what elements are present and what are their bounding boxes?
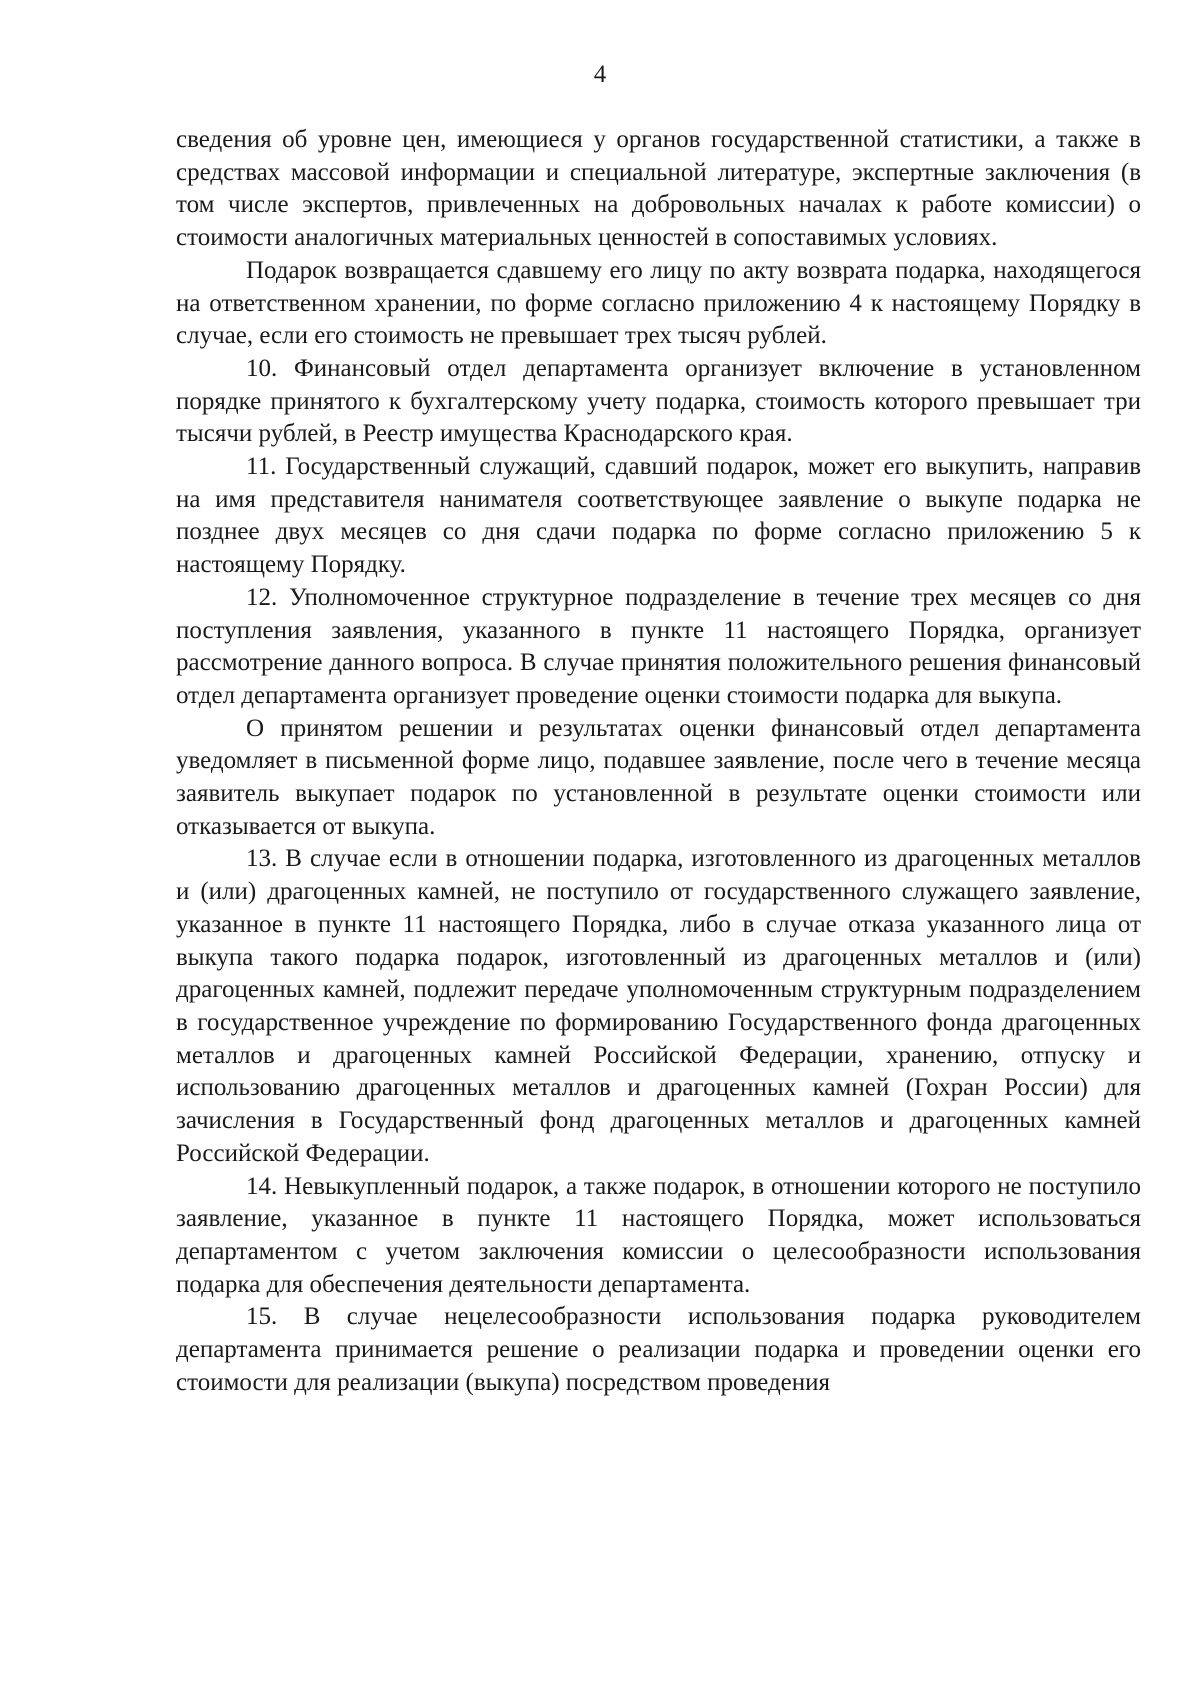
paragraph-item-10: 10. Финансовый отдел департамента организует включение в установленном порядке принятого к бухгалтерскому учету подарка, стоимость которого превышает три тысячи рублей, в Реестр имущества Краснодарского края. bbox=[176, 354, 1141, 448]
document-body bbox=[176, 124, 1141, 1399]
paragraph-price-sources: сведения об уровне цен, имеющиеся у органов государственной статистики, а также в средствах массовой информации и специальной литературе, экспертные заключения (в том числе экспертов, привлеченных на добровольных началах к работе комиссии) о стоимости аналогичных материальных ценностей в сопоставимых условиях. bbox=[176, 126, 1141, 252]
paragraph-gift-return: Подарок возвращается сдавшему его лицу по акту возврата подарка, находящегося на ответственном хранении, по форме согласно приложению 4 к настоящему Порядку в случае, если его стоимость не превышает трех тысяч рублей. bbox=[176, 256, 1141, 350]
paragraph-item-11: 11. Государственный служащий, сдавший подарок, может его выкупить, направив на имя представителя нанимателя соответствующее заявление о выкупе подарка не позднее двух месяцев со дня сдачи подарка по форме согласно приложению 5 к настоящему Порядку. bbox=[176, 453, 1141, 579]
paragraph-item-15: 15. В случае нецелесообразности использования подарка руководителем департамента принимается решение о реализации подарка и проведении оценки его стоимости для реализации (выкупа) посредством проведения bbox=[176, 1303, 1141, 1396]
page-number: 4 bbox=[593, 61, 607, 88]
paragraph-decision-notice: О принятом решении и результатах оценки финансовый отдел департамента уведомляет в письменной форме лицо, подавшее заявление, после чего в течение месяца заявитель выкупает подарок по установленной в результате оценки стоимости или отказывается от выкупа. bbox=[176, 714, 1141, 840]
paragraph-item-14: 14. Невыкупленный подарок, а также подарок, в отношении которого не поступило заявление, указанное в пункте 11 настоящего Порядка, может использоваться департаментом с учетом заключения комиссии о целесообразности использования подарка для обеспечения деятельности департамента. bbox=[176, 1172, 1141, 1298]
paragraph-item-13: 13. В случае если в отношении подарка, изготовленного из драгоценных металлов и (или) драгоценных камней, не поступило от государственного служащего заявление, указанное в пункте 11 настоящего Порядка, либо в случае отказа указанного лица от выкупа такого подарка подарок, изготовленный из драгоценных металлов и (или) драгоценных камней, подлежит передаче уполномоченным структурным подразделением в государственное учреждение по формированию Государственного фонда драгоценных металлов и драгоценных камней Российской Федерации, хранению, отпуску и использованию драгоценных металлов и драгоценных камней (Гохран России) для зачисления в Государственный фонд драгоценных металлов и драгоценных камней Российской Федерации. bbox=[176, 845, 1141, 1167]
paragraph-item-12: 12. Уполномоченное структурное подразделение в течение трех месяцев со дня поступления заявления, указанного в пункте 11 настоящего Порядка, организует рассмотрение данного вопроса. В случае принятия положительного решения финансовый отдел департамента организует проведение оценки стоимости подарка для выкупа. bbox=[176, 583, 1141, 709]
